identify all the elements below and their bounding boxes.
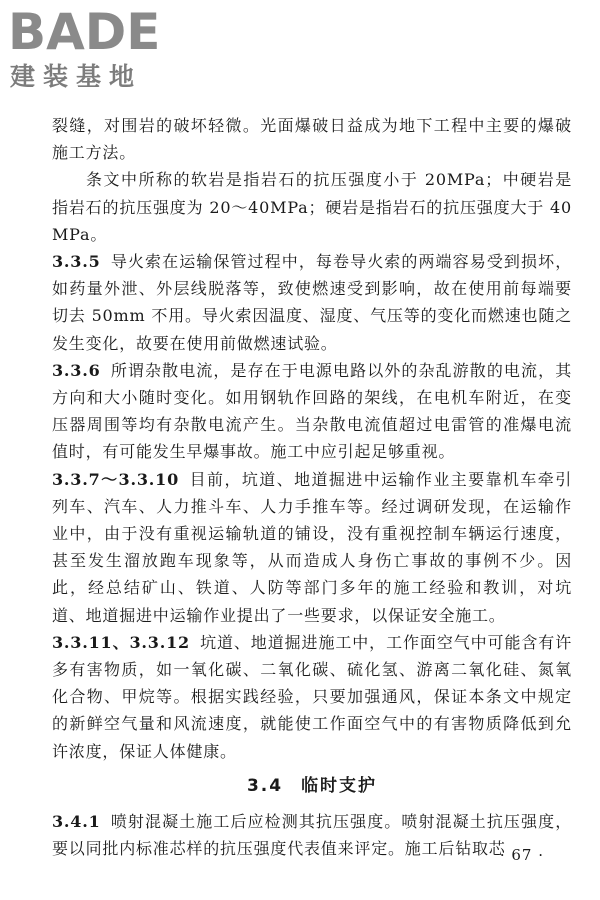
- paragraph-text: 喷射混凝土施工后应检测其抗压强度。喷射混凝土抗压强度，要以同批内标准芯样的抗压强度代表值来评定。施工后钻取芯: [52, 812, 572, 859]
- clause-3-4-1: [52, 808, 572, 862]
- clause-3-3-5: [52, 248, 572, 357]
- clause-3-3-7-10: [52, 466, 572, 629]
- clause-3-3-6: [52, 357, 572, 466]
- page-number: · 67 ·: [499, 846, 544, 864]
- clause-3-3-11-12: [52, 629, 572, 765]
- paragraph-text: 目前，坑道、地道掘进中运输作业主要靠机车牵引列车、汽车、人力推斗车、人力手推车等。经过调研发现，在运输作业中，由于没有重视运输轨道的铺设，没有重视控制车辆运行速度，甚至发生溜放跑车现象等，从而造成人身伤亡事故的事例不少。因此，经总结矿山、铁道、人防等部门多年的施工经验和教训，对坑道、地道掘进中运输作业提出了一些要求，以保证安全施工。: [52, 469, 572, 625]
- paragraph-text: 导火索在运输保管过程中，每卷导火索的两端容易受到损坏，如药量外泄、外层线脱落等，致使燃速受到影响，故在使用前每端要切去 50mm 不用。导火索因温度、湿度、气压等的变化而燃速也随之发生变化，故要在使用前做燃速试验。: [52, 252, 572, 353]
- bade-logo: [8, 4, 178, 92]
- paragraph: [52, 166, 572, 248]
- logo-subtitle: 建装基地: [10, 62, 143, 91]
- paragraph: [52, 112, 572, 166]
- paragraph-text: 所谓杂散电流，是存在于电源电路以外的杂乱游散的电流，其方向和大小随时变化。如用钢轨作回路的架线，在电机车附近，在变压器周围等均有杂散电流产生。当杂散电流值超过电雷管的准爆电流值时，有可能发生早爆事故。施工中应引起足够重视。: [52, 360, 572, 462]
- paragraph-text: 条文中所称的软岩是指岩石的抗压强度小于 20MPa；中硬岩是指岩石的抗压强度为 20～40MPa；硬岩是指岩石的抗压强度大于 40 MPa。: [52, 170, 572, 244]
- clause-number: 3.3.11、3.3.12: [52, 632, 190, 652]
- clause-number: 3.3.6: [52, 360, 101, 380]
- section-heading: [52, 773, 572, 800]
- clause-number: 3.3.7～3.3.10: [52, 469, 180, 489]
- document-body: [52, 112, 572, 862]
- logo-word: BADE: [8, 3, 161, 61]
- paragraph-text: 坑道、地道掘进施工中，工作面空气中可能含有许多有害物质，如一氧化碳、二氧化碳、硫化氢、游离二氧化硅、氮氧化合物、甲烷等。根据实践经验，只要加强通风，保证本条文中规定的新鲜空气量和风流速度，就能使工作面空气中的有害物质降低到允许浓度，保证人体健康。: [52, 632, 572, 761]
- section-title: 临时支护: [301, 775, 378, 796]
- clause-number: 3.3.5: [52, 252, 101, 272]
- paragraph-text: 裂缝，对围岩的破坏轻微。光面爆破日益成为地下工程中主要的爆破施工方法。: [52, 116, 572, 163]
- clause-number: 3.4.1: [52, 812, 101, 832]
- section-number: 3.4: [246, 775, 284, 796]
